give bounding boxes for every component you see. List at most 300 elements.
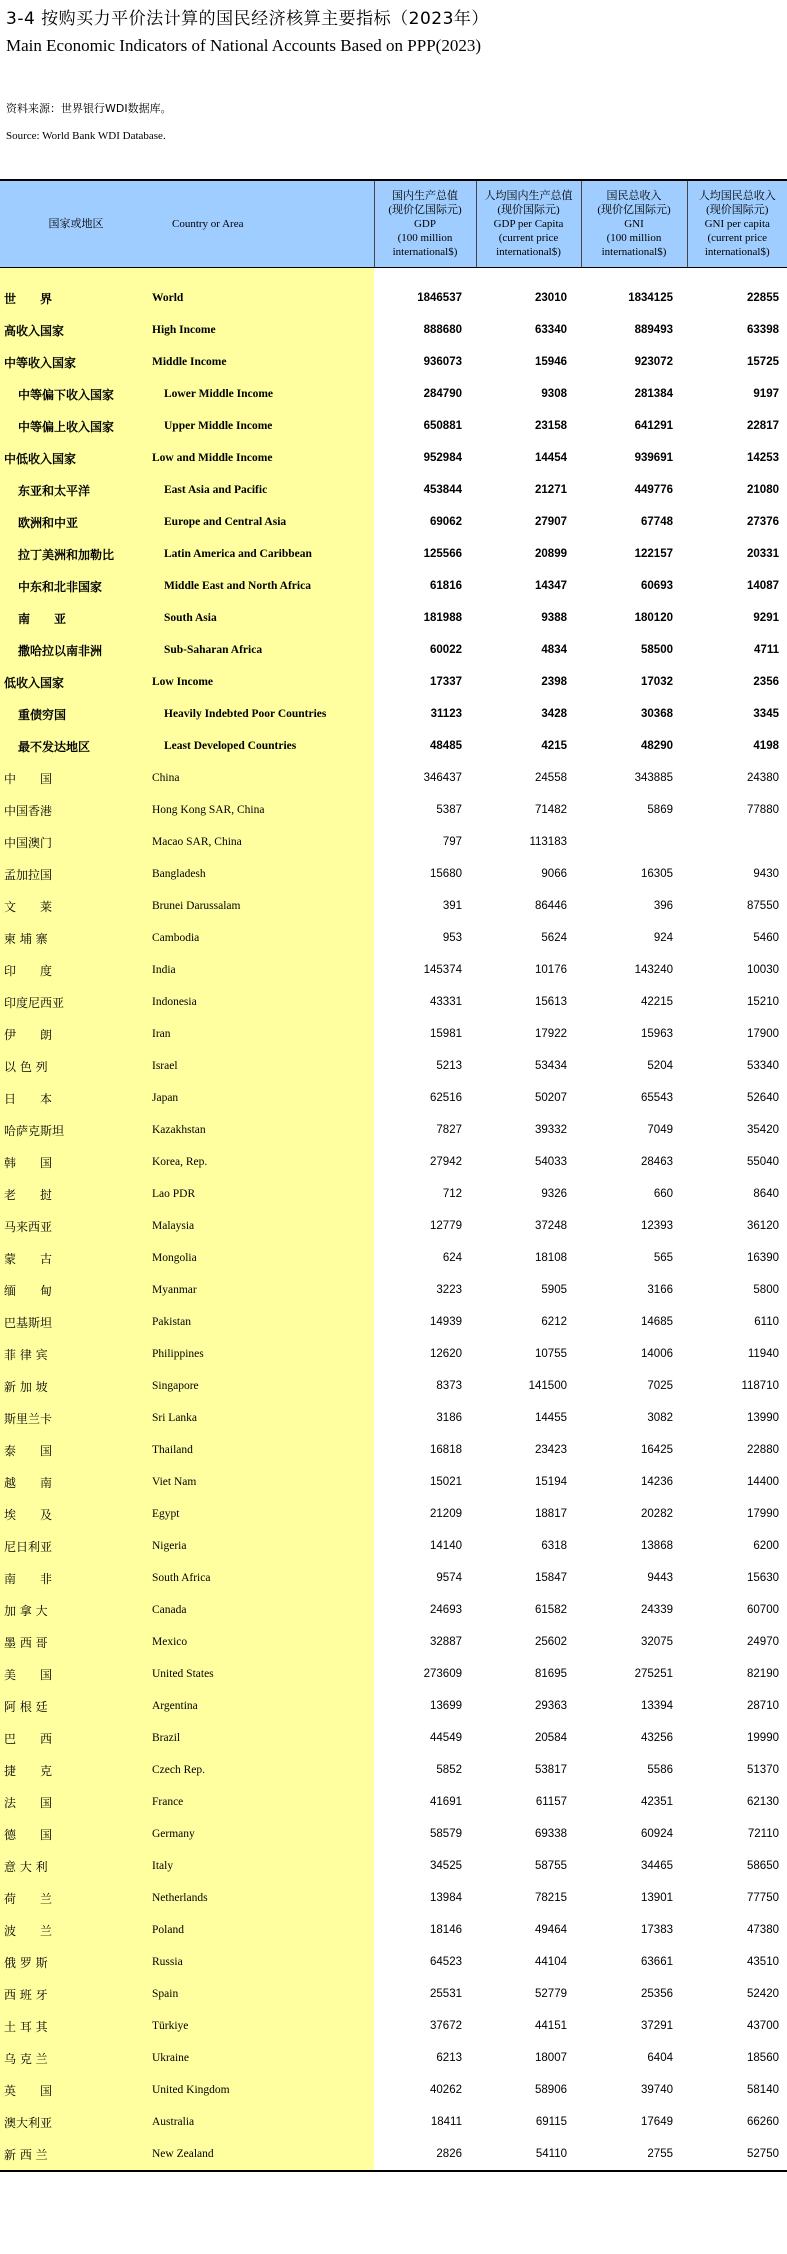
row-value-gdp-pc: 69115	[535, 2116, 567, 2128]
row-value-gni: 9443	[647, 1572, 673, 1584]
table-row	[0, 570, 787, 602]
row-region-cn: 新 加 坡	[0, 1370, 152, 1402]
row-value-gdp: 16818	[430, 1444, 462, 1456]
row-value-gni: 28463	[641, 1156, 673, 1168]
row-value-gni-pc: 62130	[747, 1796, 779, 1808]
row-region-cn: 埃 及	[0, 1498, 152, 1530]
row-value-gni-pc: 14400	[747, 1476, 779, 1488]
row-region-en: Low and Middle Income	[152, 442, 374, 474]
table-row	[0, 890, 787, 922]
row-value-gdp-pc: 54110	[476, 2138, 581, 2171]
table-row	[0, 826, 787, 858]
row-region-en: Czech Rep.	[152, 1754, 374, 1786]
row-value-gdp: 12779	[430, 1220, 462, 1232]
row-region-en: Least Developed Countries	[152, 730, 374, 762]
row-value-gdp: 6213	[436, 2052, 462, 2064]
table-row	[0, 1242, 787, 1274]
row-value-gni-pc: 72110	[747, 1828, 779, 1840]
row-region-cn: 法 国	[0, 1786, 152, 1818]
row-value-gni: 63661	[641, 1956, 673, 1968]
row-value-gdp-pc: 61157	[535, 1796, 567, 1808]
row-value-gni-pc: 5800	[753, 1284, 779, 1296]
row-value-gdp-pc: 44151	[535, 2020, 567, 2032]
row-region-en: France	[152, 1786, 374, 1818]
row-value-gdp-pc: 63340	[535, 324, 567, 336]
row-value-gni-pc: 19990	[747, 1732, 779, 1744]
row-value-gni-pc: 22817	[747, 420, 779, 432]
row-value-gdp-pc: 5624	[541, 932, 567, 944]
row-region-en: Pakistan	[152, 1306, 374, 1338]
row-value-gdp: 60022	[430, 644, 462, 656]
row-region-en: Poland	[152, 1914, 374, 1946]
row-region-cn: 南 非	[0, 1562, 152, 1594]
header-gni-pc-line: 人均国民总收入	[698, 190, 776, 202]
row-region-cn: 世 界	[0, 268, 152, 315]
row-region-cn: 巴基斯坦	[0, 1306, 152, 1338]
row-region-en: United States	[152, 1658, 374, 1690]
row-value-gdp: 14140	[430, 1540, 462, 1552]
row-region-cn: 阿 根 廷	[0, 1690, 152, 1722]
table-row	[0, 1114, 787, 1146]
table-row	[0, 1146, 787, 1178]
table-row	[0, 1434, 787, 1466]
row-value-gdp-pc: 17922	[535, 1028, 567, 1040]
row-value-gni-pc: 13990	[747, 1412, 779, 1424]
row-value-gni: 43256	[641, 1732, 673, 1744]
row-region-cn: 墨 西 哥	[0, 1626, 152, 1658]
row-value-gdp: 125566	[423, 548, 462, 560]
row-value-gdp: 31123	[430, 708, 462, 720]
header-gni-line: GNI	[624, 218, 644, 230]
row-region-en: High Income	[152, 314, 374, 346]
table-row	[0, 1338, 787, 1370]
row-value-gni: 60693	[641, 580, 673, 592]
row-value-gdp-pc: 10755	[535, 1348, 567, 1360]
row-region-en: Nigeria	[152, 1530, 374, 1562]
row-value-gdp-pc: 58906	[535, 2084, 567, 2096]
row-value-gni: 5586	[647, 1764, 673, 1776]
row-value-gdp: 145374	[423, 964, 462, 976]
table-row	[0, 986, 787, 1018]
header-gni-line: (现价亿国际元)	[597, 204, 671, 216]
row-region-cn: 加 拿 大	[0, 1594, 152, 1626]
row-region-en: Germany	[152, 1818, 374, 1850]
row-value-gdp-pc: 9388	[541, 612, 567, 624]
row-region-cn: 德 国	[0, 1818, 152, 1850]
row-value-gni: 396	[653, 900, 673, 912]
row-region-cn: 波 兰	[0, 1914, 152, 1946]
row-value-gdp-pc: 18108	[535, 1252, 567, 1264]
row-value-gni: 42351	[641, 1796, 673, 1808]
header-gni-line: international$)	[601, 246, 667, 258]
row-region-cn: 土 耳 其	[0, 2010, 152, 2042]
row-region-en: Brazil	[152, 1722, 374, 1754]
row-region-cn: 捷 克	[0, 1754, 152, 1786]
row-value-gni: 7049	[647, 1124, 673, 1136]
header-gdp-pc-line: 人均国内生产总值	[484, 190, 573, 202]
row-value-gni: 14236	[641, 1476, 673, 1488]
table-row	[0, 794, 787, 826]
row-value-gdp-pc: 58755	[535, 1860, 567, 1872]
row-region-cn: 中等偏上收入国家	[0, 410, 152, 442]
row-value-gni: 30368	[641, 708, 673, 720]
row-region-cn: 蒙 古	[0, 1242, 152, 1274]
row-value-gni: 180120	[634, 612, 673, 624]
table-row	[0, 698, 787, 730]
row-value-gni: 924	[653, 932, 673, 944]
row-region-en: Sri Lanka	[152, 1402, 374, 1434]
table-row	[0, 1370, 787, 1402]
row-region-cn: 哈萨克斯坦	[0, 1114, 152, 1146]
row-value-gni-pc: 4198	[753, 740, 779, 752]
table-row	[0, 2010, 787, 2042]
row-value-gdp: 650881	[423, 420, 462, 432]
row-region-en: Macao SAR, China	[152, 826, 374, 858]
row-region-cn: 中东和北非国家	[0, 570, 152, 602]
row-value-gdp: 44549	[430, 1732, 462, 1744]
row-value-gdp: 8373	[436, 1380, 462, 1392]
row-value-gni: 641291	[634, 420, 673, 432]
row-value-gni: 939691	[634, 452, 673, 464]
row-region-en: Netherlands	[152, 1882, 374, 1914]
row-value-gni: 7025	[647, 1380, 673, 1392]
table-row	[0, 474, 787, 506]
row-region-cn: 巴 西	[0, 1722, 152, 1754]
source-note-en: Source: World Bank WDI Database.	[6, 130, 166, 142]
row-value-gdp: 712	[442, 1188, 462, 1200]
row-value-gni: 14685	[641, 1316, 673, 1328]
row-value-gdp-pc: 23423	[535, 1444, 567, 1456]
row-value-gdp: 3223	[436, 1284, 462, 1296]
row-region-cn: 缅 甸	[0, 1274, 152, 1306]
row-value-gni-pc	[687, 826, 787, 858]
row-value-gdp-pc: 18007	[535, 2052, 567, 2064]
row-value-gni: 34465	[641, 1860, 673, 1872]
row-value-gni: 67748	[641, 516, 673, 528]
row-value-gni: 565	[653, 1252, 673, 1264]
row-value-gni-pc: 22855	[747, 292, 779, 304]
row-region-en: India	[152, 954, 374, 986]
table-row	[0, 1562, 787, 1594]
table-row	[0, 1690, 787, 1722]
row-value-gni: 13868	[641, 1540, 673, 1552]
table-row	[0, 314, 787, 346]
row-value-gdp-pc: 53434	[535, 1060, 567, 1072]
row-region-cn: 最不发达地区	[0, 730, 152, 762]
row-value-gni-pc: 18560	[747, 2052, 779, 2064]
row-region-en: Australia	[152, 2106, 374, 2138]
row-region-en: Thailand	[152, 1434, 374, 1466]
row-region-cn: 乌 克 兰	[0, 2042, 152, 2074]
row-region-cn: 新 西 兰	[0, 2138, 152, 2171]
row-value-gni-pc: 118710	[741, 1380, 779, 1392]
row-value-gni: 16425	[641, 1444, 673, 1456]
row-value-gdp: 15981	[430, 1028, 462, 1040]
row-value-gni: 32075	[641, 1636, 673, 1648]
header-gdp-per-capita	[476, 180, 581, 268]
row-region-en: Singapore	[152, 1370, 374, 1402]
row-region-en: Türkiye	[152, 2010, 374, 2042]
row-value-gdp: 13984	[430, 1892, 462, 1904]
row-value-gdp: 2826	[374, 2138, 476, 2171]
row-value-gdp-pc: 81695	[535, 1668, 567, 1680]
row-value-gdp-pc: 50207	[535, 1092, 567, 1104]
row-region-en: Myanmar	[152, 1274, 374, 1306]
table-row	[0, 762, 787, 794]
table-row	[0, 538, 787, 570]
row-region-cn: 以 色 列	[0, 1050, 152, 1082]
table-row	[0, 634, 787, 666]
row-value-gni-pc: 2356	[753, 676, 779, 688]
row-value-gni-pc: 16390	[747, 1252, 779, 1264]
row-region-cn: 印 度	[0, 954, 152, 986]
row-value-gdp: 7827	[436, 1124, 462, 1136]
row-region-en: South Asia	[152, 602, 374, 634]
row-region-en: Korea, Rep.	[152, 1146, 374, 1178]
row-value-gni: 14006	[641, 1348, 673, 1360]
row-value-gdp: 936073	[423, 356, 462, 368]
table-row	[0, 2074, 787, 2106]
row-value-gni: 42215	[641, 996, 673, 1008]
row-value-gdp: 40262	[430, 2084, 462, 2096]
table-title-en: Main Economic Indicators of National Accounts Based on PPP(2023)	[6, 36, 481, 55]
row-region-en: East Asia and Pacific	[152, 474, 374, 506]
row-region-en: Italy	[152, 1850, 374, 1882]
row-value-gdp-pc: 5905	[541, 1284, 567, 1296]
row-value-gni: 15963	[641, 1028, 673, 1040]
table-row	[0, 1210, 787, 1242]
row-region-en: World	[152, 268, 374, 315]
header-gni-pc-line: (current price	[707, 232, 768, 244]
header-gni-pc-line: GNI per capita	[704, 218, 770, 230]
row-value-gni: 17383	[641, 1924, 673, 1936]
row-value-gdp: 21209	[430, 1508, 462, 1520]
row-value-gni: 13901	[641, 1892, 673, 1904]
row-value-gni: 13394	[641, 1700, 673, 1712]
row-region-cn: 斯里兰卡	[0, 1402, 152, 1434]
row-value-gdp-pc: 29363	[535, 1700, 567, 1712]
row-region-en: Europe and Central Asia	[152, 506, 374, 538]
row-value-gni: 275251	[634, 1668, 673, 1680]
row-value-gdp-pc: 15847	[535, 1572, 567, 1584]
row-region-en: Ukraine	[152, 2042, 374, 2074]
row-value-gdp-pc: 25602	[535, 1636, 567, 1648]
row-value-gdp-pc: 86446	[535, 900, 567, 912]
row-value-gdp: 61816	[430, 580, 462, 592]
table-row	[0, 2138, 787, 2171]
row-region-cn: 中等偏下收入国家	[0, 378, 152, 410]
table-row	[0, 1882, 787, 1914]
row-value-gdp: 17337	[430, 676, 462, 688]
row-value-gni-pc: 47380	[747, 1924, 779, 1936]
row-region-en: Heavily Indebted Poor Countries	[152, 698, 374, 730]
table-row	[0, 858, 787, 890]
table-row	[0, 268, 787, 315]
table-row	[0, 442, 787, 474]
row-value-gni-pc: 17990	[747, 1508, 779, 1520]
row-region-en: New Zealand	[152, 2138, 374, 2171]
row-value-gni: 660	[653, 1188, 673, 1200]
row-value-gni: 122157	[634, 548, 673, 560]
row-value-gdp-pc: 20899	[535, 548, 567, 560]
row-region-cn: 中等收入国家	[0, 346, 152, 378]
row-value-gdp: 18411	[430, 2116, 462, 2128]
row-value-gdp-pc: 78215	[535, 1892, 567, 1904]
row-region-cn: 东亚和太平洋	[0, 474, 152, 506]
row-region-cn: 中 国	[0, 762, 152, 794]
table-row	[0, 1850, 787, 1882]
table-row	[0, 1082, 787, 1114]
row-value-gdp: 391	[442, 900, 462, 912]
row-value-gni: 3166	[647, 1284, 673, 1296]
table-row	[0, 1050, 787, 1082]
table-row	[0, 730, 787, 762]
header-gni-pc-line: (现价国际元)	[706, 204, 769, 216]
row-value-gni: 2755	[581, 2138, 687, 2171]
row-region-en: Bangladesh	[152, 858, 374, 890]
row-value-gni-pc: 77750	[747, 1892, 779, 1904]
row-value-gdp: 3186	[436, 1412, 462, 1424]
row-region-en: Middle Income	[152, 346, 374, 378]
table-row	[0, 1466, 787, 1498]
row-value-gdp-pc: 6318	[541, 1540, 567, 1552]
row-value-gni-pc: 77880	[747, 804, 779, 816]
row-value-gdp: 27942	[430, 1156, 462, 1168]
row-region-en: Latin America and Caribbean	[152, 538, 374, 570]
row-value-gdp: 41691	[430, 1796, 462, 1808]
table-row	[0, 666, 787, 698]
row-value-gni-pc: 66260	[747, 2116, 779, 2128]
row-region-en: South Africa	[152, 1562, 374, 1594]
row-value-gdp-pc: 15946	[535, 356, 567, 368]
row-region-en: Indonesia	[152, 986, 374, 1018]
row-value-gni-pc: 53340	[747, 1060, 779, 1072]
row-region-en: Cambodia	[152, 922, 374, 954]
row-value-gni: 343885	[634, 772, 673, 784]
header-gni-line: (100 million	[606, 232, 662, 244]
row-value-gni-pc: 55040	[747, 1156, 779, 1168]
row-value-gni-pc: 10030	[747, 964, 779, 976]
row-region-cn: 英 国	[0, 2074, 152, 2106]
row-value-gdp-pc: 113183	[529, 836, 567, 848]
row-region-en: Spain	[152, 1978, 374, 2010]
row-region-cn: 俄 罗 斯	[0, 1946, 152, 1978]
row-value-gni-pc: 6110	[754, 1316, 779, 1328]
row-value-gdp-pc: 9308	[541, 388, 567, 400]
row-value-gdp-pc: 141500	[528, 1380, 567, 1392]
row-value-gdp: 346437	[423, 772, 462, 784]
row-value-gdp: 14939	[430, 1316, 462, 1328]
row-value-gni: 39740	[641, 2084, 673, 2096]
row-value-gdp: 1846537	[417, 292, 462, 304]
row-value-gni: 37291	[641, 2020, 673, 2032]
row-region-en: Iran	[152, 1018, 374, 1050]
row-region-cn: 西 班 牙	[0, 1978, 152, 2010]
row-region-en: Japan	[152, 1082, 374, 1114]
row-value-gni-pc: 24970	[747, 1636, 779, 1648]
row-value-gdp: 5213	[436, 1060, 462, 1072]
row-value-gdp: 15021	[430, 1476, 462, 1488]
row-region-en: Lao PDR	[152, 1178, 374, 1210]
row-value-gdp: 953	[442, 932, 462, 944]
table-row	[0, 1530, 787, 1562]
row-value-gdp-pc: 18817	[535, 1508, 567, 1520]
row-value-gdp-pc: 4215	[541, 740, 567, 752]
row-region-en: Mexico	[152, 1626, 374, 1658]
header-gdp-pc-line: (现价国际元)	[497, 204, 560, 216]
header-region-cn: 国家或地区	[0, 180, 152, 268]
row-region-en: Upper Middle Income	[152, 410, 374, 442]
row-value-gdp-pc: 3428	[541, 708, 567, 720]
row-value-gni: 12393	[641, 1220, 673, 1232]
row-region-cn: 马来西亚	[0, 1210, 152, 1242]
header-gdp-pc-line: international$)	[496, 246, 561, 258]
row-region-en: Israel	[152, 1050, 374, 1082]
row-region-cn: 南 亚	[0, 602, 152, 634]
row-value-gni: 20282	[641, 1508, 673, 1520]
row-value-gdp-pc: 52779	[535, 1988, 567, 2000]
row-region-cn: 中国澳门	[0, 826, 152, 858]
header-gdp	[374, 180, 476, 268]
table-row	[0, 2042, 787, 2074]
row-region-cn: 欧洲和中亚	[0, 506, 152, 538]
row-region-cn: 文 莱	[0, 890, 152, 922]
row-value-gdp: 18146	[430, 1924, 462, 1936]
header-gdp-pc-line: GDP per Capita	[493, 218, 564, 230]
row-value-gdp-pc: 54033	[535, 1156, 567, 1168]
row-value-gni: 143240	[634, 964, 673, 976]
row-region-cn: 意 大 利	[0, 1850, 152, 1882]
row-region-cn: 韩 国	[0, 1146, 152, 1178]
row-region-cn: 澳大利亚	[0, 2106, 152, 2138]
row-value-gdp-pc: 23158	[535, 420, 567, 432]
row-value-gdp: 9574	[436, 1572, 462, 1584]
row-value-gdp: 12620	[430, 1348, 462, 1360]
row-value-gdp: 5387	[436, 804, 462, 816]
row-value-gni-pc: 9197	[753, 388, 779, 400]
row-value-gni-pc: 58650	[747, 1860, 779, 1872]
row-region-cn: 中低收入国家	[0, 442, 152, 474]
row-value-gdp-pc: 6212	[541, 1316, 567, 1328]
table-row	[0, 410, 787, 442]
row-value-gni-pc: 20331	[747, 548, 779, 560]
row-value-gni: 58500	[641, 644, 673, 656]
row-region-cn: 老 挝	[0, 1178, 152, 1210]
row-region-cn: 越 南	[0, 1466, 152, 1498]
row-value-gdp: 32887	[430, 1636, 462, 1648]
row-value-gdp-pc: 4834	[541, 644, 567, 656]
row-region-cn: 重债穷国	[0, 698, 152, 730]
table-row	[0, 1626, 787, 1658]
table-row	[0, 378, 787, 410]
table-row	[0, 2106, 787, 2138]
row-value-gni-pc: 14253	[747, 452, 779, 464]
row-value-gdp: 5852	[436, 1764, 462, 1776]
row-value-gdp: 888680	[423, 324, 462, 336]
row-value-gni: 24339	[641, 1604, 673, 1616]
row-region-en: Egypt	[152, 1498, 374, 1530]
row-value-gdp-pc: 61582	[535, 1604, 567, 1616]
header-gdp-pc-line: (current price	[498, 232, 559, 244]
header-gdp-line: international$)	[392, 246, 458, 258]
header-gdp-line: GDP	[413, 218, 436, 230]
row-value-gni: 17649	[641, 2116, 673, 2128]
row-value-gdp-pc: 49464	[535, 1924, 567, 1936]
table-row	[0, 1722, 787, 1754]
row-region-en: Lower Middle Income	[152, 378, 374, 410]
header-region-en: Country or Area	[152, 180, 374, 268]
source-note-cn: 资料来源：世界银行WDI数据库。	[6, 102, 172, 115]
